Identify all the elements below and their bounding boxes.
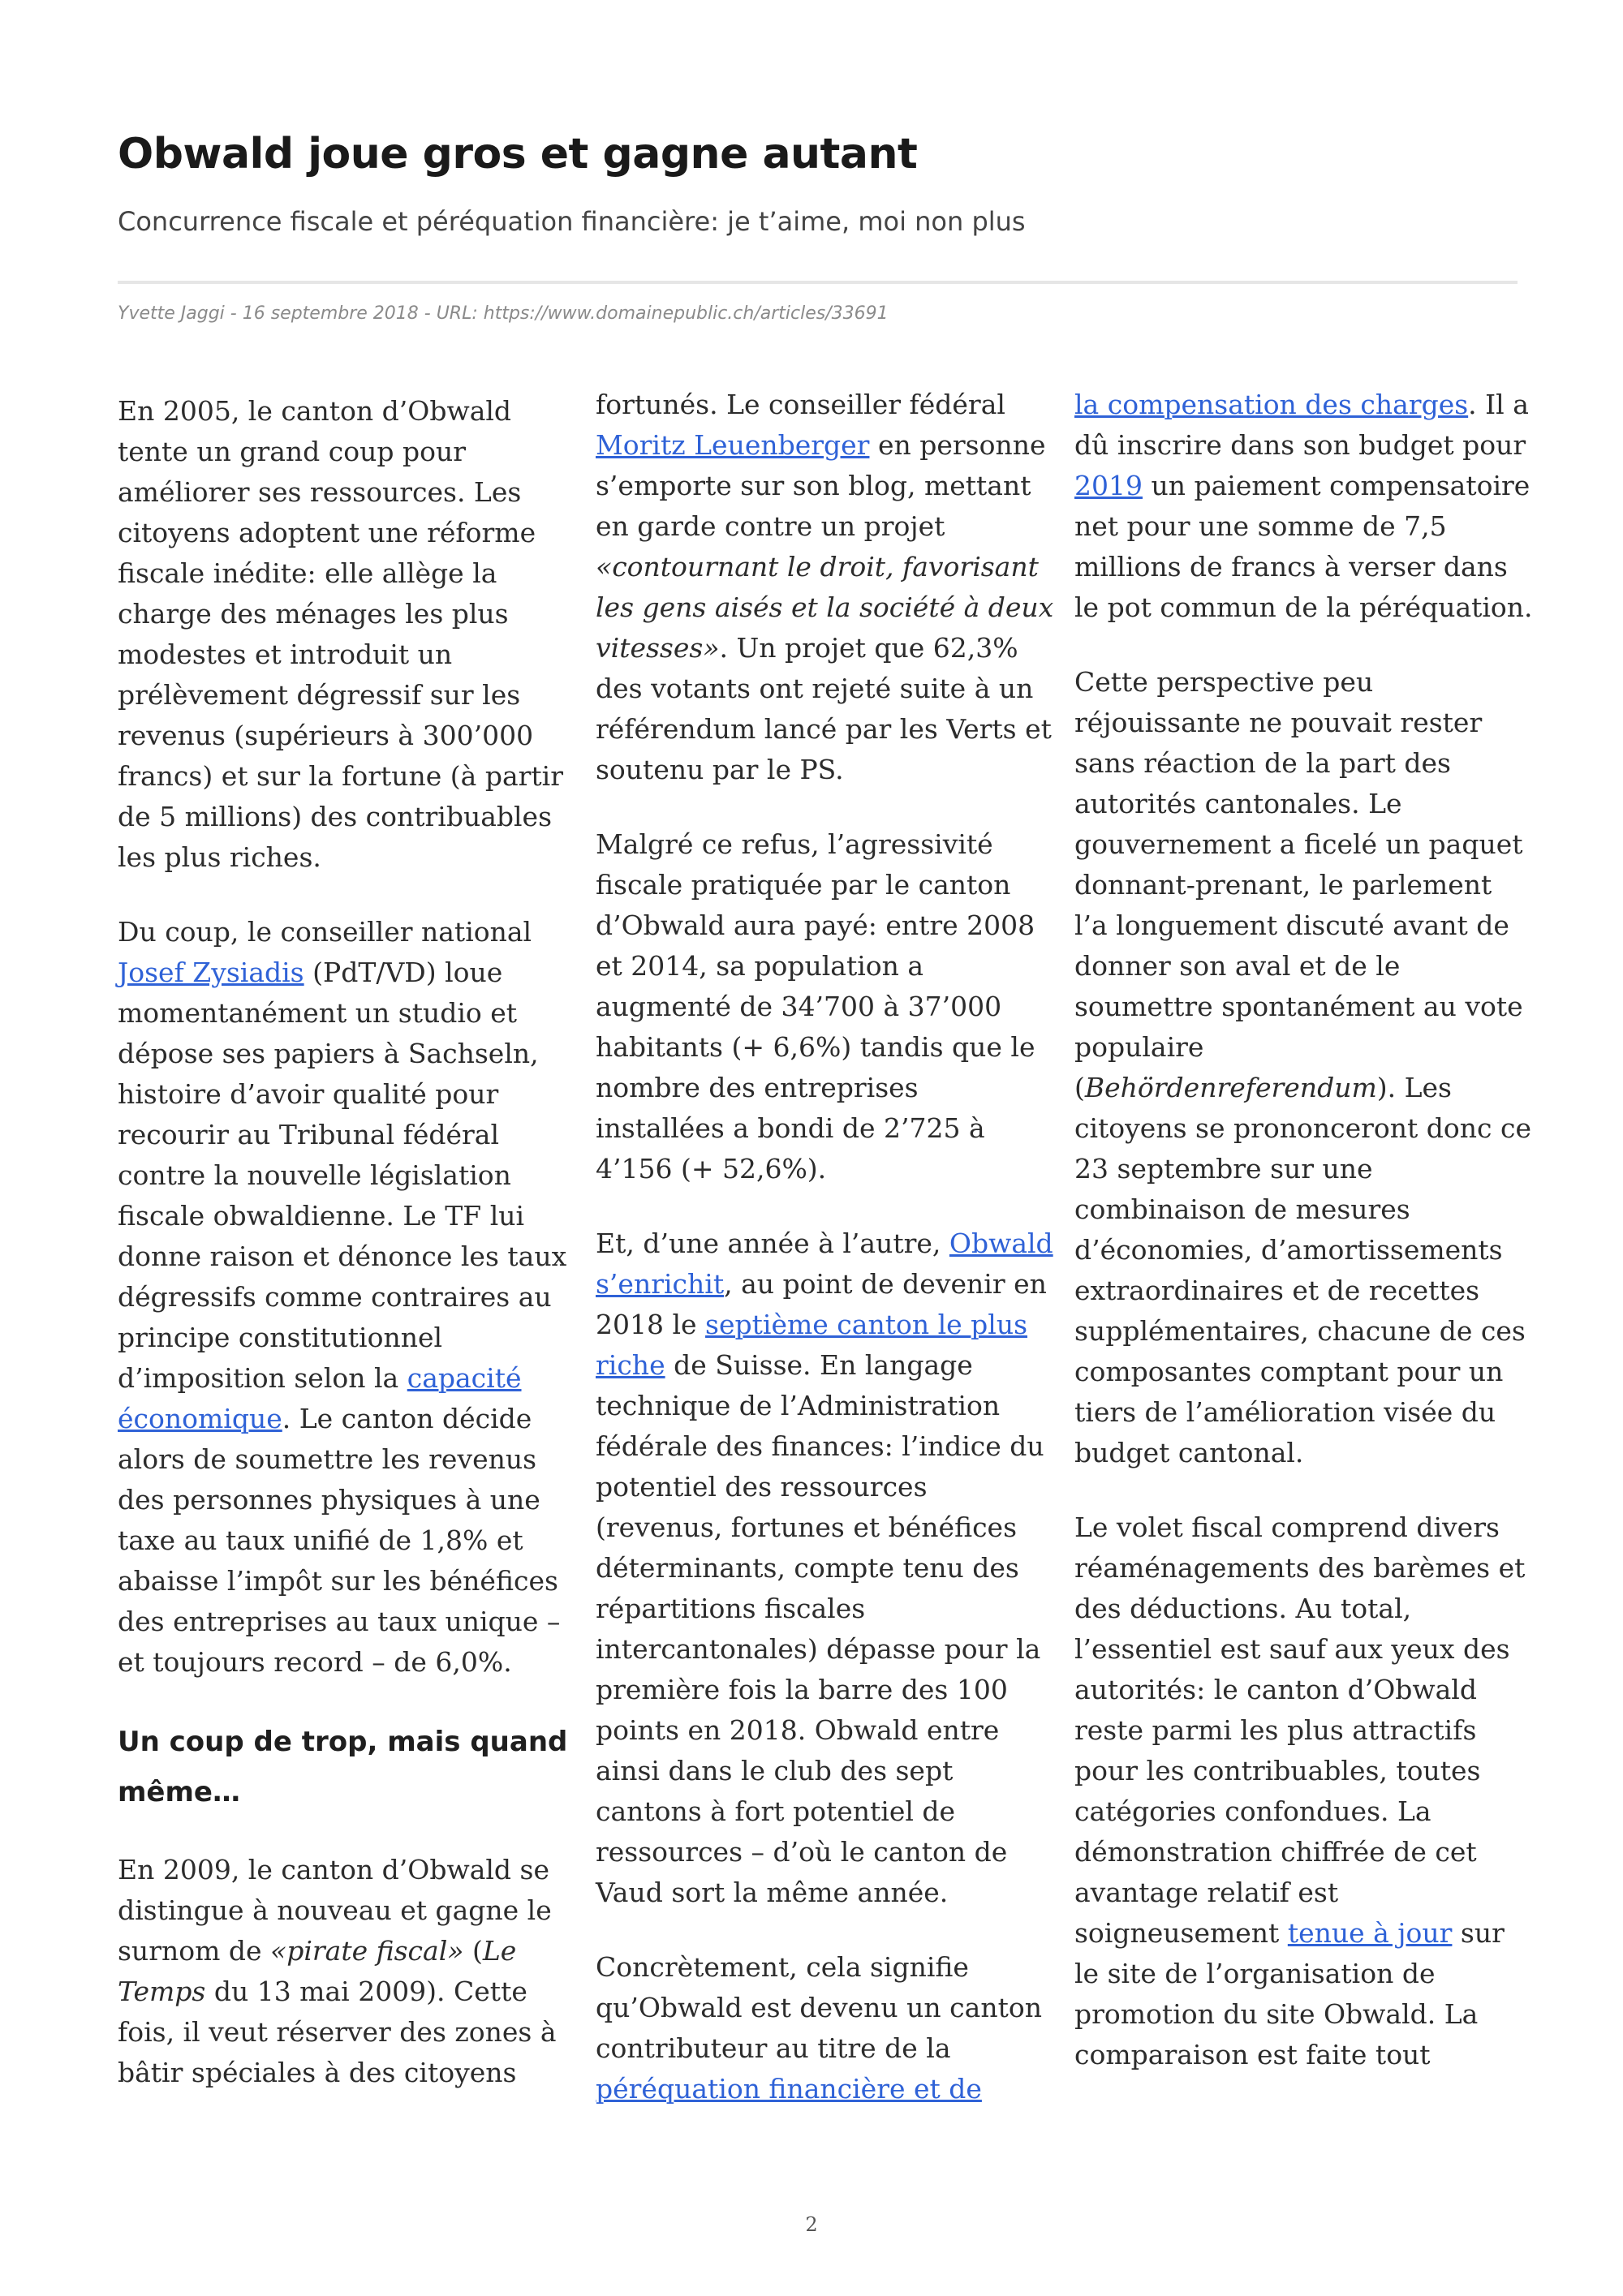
column-1: [118, 391, 576, 2127]
text: . Un projet que 62,3% des votants ont rejeté suite à un référendum lancé par les Verts et soutenu par le PS.: [596, 632, 1052, 785]
column-3: [1074, 385, 1533, 2109]
link-perequation-financiere[interactable]: péréquation financière et de: [596, 2073, 982, 2105]
link-compensation-charges[interactable]: la compensation des charges: [1074, 389, 1469, 420]
text: Le volet fiscal comprend divers réaménagements des barèmes et des déductions. Au total, l’essentiel est sauf aux yeux des autorités: le canton d’Obwald reste parmi les plus attractifs pour les contribuables, toutes catégories confondues. La démonstration chiffrée de cet avantage relatif est soigneusement: [1074, 1511, 1526, 1949]
quote: «contournant le droit, favorisant les gens aisés et la société à deux vitesses»: [596, 551, 1054, 664]
link-josef-zysiadis[interactable]: Josef Zysiadis: [118, 957, 304, 988]
link-moritz-leuenberger[interactable]: Moritz Leuenberger: [596, 429, 870, 461]
text: , au point de devenir en 2018 le: [596, 1268, 1047, 1340]
paragraph: [1074, 662, 1533, 1473]
article-meta: Yvette Jaggi - 16 septembre 2018 - URL: https://www.domainepublic.ch/articles/33691: [118, 303, 889, 324]
link-septieme-canton[interactable]: septième canton le plus riche: [596, 1309, 1028, 1381]
text: ). Les citoyens se prononceront donc ce 23 septembre sur une combinaison de mesures d’économies, d’amortissements extraordinaires et de recettes supplémentaires, chacune de ces composantes comptant pour un tiers de l’amélioration visée du budget cantonal.: [1074, 1072, 1531, 1468]
paragraph: [118, 1850, 576, 2093]
paragraph: Malgré ce refus, l’agressivité fiscale pratiquée par le canton d’Obwald aura payé: entre 2008 et 2014, sa population a augmenté de 34’700 à 37’000 habitants (+ 6,6%) tandis que le nombre des entreprises installées a bondi de 2’725 à 4’156 (+ 52,6%).: [596, 828, 1035, 1185]
paragraph: En 2005, le canton d’Obwald tente un grand coup pour améliorer ses ressources. Les citoyens adoptent une réforme fiscale inédite: elle allège la charge des ménages les plus modestes et introduit un prélèvement dégressif sur les revenus (supérieurs à 300’000 francs) et sur la fortune (à partir de 5 millions) des contribuables les plus riches.: [118, 395, 563, 873]
text: . Le canton décide alors de soumettre les revenus des personnes physiques à une taxe au taux unifié de 1,8% et abaisse l’impôt sur les bénéfices des entreprises au taux unique – et toujours record – de 6,0%.: [118, 1403, 561, 1678]
text: Cette perspective peu réjouissante ne pouvait rester sans réaction de la part des autorités cantonales. Le gouvernement a ficelé un paquet donnant-prenant, le parlement l’a longuement discuté avant de donner son aval et de le soumettre spontanément au vote populaire (: [1074, 666, 1523, 1103]
text: . Il a dû inscrire dans son budget pour: [1074, 389, 1529, 461]
page-number: 2: [805, 2213, 818, 2236]
article-subtitle: Concurrence fiscale et péréquation financière: je t’aime, moi non plus: [118, 206, 1026, 237]
text: Du coup, le conseiller national: [118, 916, 532, 948]
text: Et, d’une année à l’autre,: [596, 1228, 949, 1259]
link-capacite-economique[interactable]: capacité économique: [118, 1362, 522, 1434]
text: Concrètement, cela signifie qu’Obwald est devenu un canton contributeur au titre de la: [596, 1951, 1042, 2064]
paragraph: [596, 1947, 1054, 2109]
paragraph: [1074, 385, 1533, 628]
paragraph: [1074, 1507, 1533, 2075]
section-heading: Un coup de trop, mais quand même…: [118, 1726, 568, 1808]
link-obwald-senrichit[interactable]: Obwald s’enrichit: [596, 1228, 1053, 1300]
text: en personne s’emporte sur son blog, mettant en garde contre un projet: [596, 429, 1046, 542]
paragraph: [118, 912, 576, 1683]
text: du 13 mai 2009). Cette fois, il veut réserver des zones à bâtir spéciales à des citoyens: [118, 1976, 557, 2088]
paragraph: [596, 385, 1054, 790]
link-2019[interactable]: 2019: [1074, 470, 1143, 501]
text: un paiement compensatoire net pour une somme de 7,5 millions de francs à verser dans le pot commun de la péréquation.: [1074, 470, 1533, 623]
text: fortunés. Le conseiller fédéral: [596, 389, 1005, 420]
header-divider: [118, 281, 1518, 284]
term-behoerdenreferendum: Behördenreferendum: [1084, 1072, 1377, 1103]
paragraph: [596, 1223, 1054, 1913]
text: de Suisse. En langage technique de l’Administration fédérale des finances: l’indice du potentiel des ressources (revenus, fortunes et bénéfices déterminants, compte tenu des répartitions fiscales intercantonales) dépasse pour la première fois la barre des 100 points en 2018. Obwald entre ainsi dans le club des sept cantons à fort potentiel de ressources – d’où le canton de Vaud sort la même année.: [596, 1349, 1044, 1908]
text: En 2009, le canton d’Obwald se distingue à nouveau et gagne le surnom de: [118, 1854, 552, 1967]
quote-pirate-fiscal: «pirate fiscal»: [270, 1935, 464, 1967]
text: (PdT/VD) loue momentanément un studio et dépose ses papiers à Sachseln, histoire d’avoir qualité pour recourir au Tribunal fédéral contre la nouvelle législation fiscale obwaldienne. Le TF lui donne raison et dénonce les taux dégressifs comme contraires au principe constitutionnel d’imposition selon la: [118, 957, 567, 1394]
source-le-temps: Le Temps: [118, 1935, 517, 2007]
column-2: [596, 385, 1054, 2143]
text: sur le site de l’organisation de promotion du site Obwald. La comparaison est faite tout: [1074, 1917, 1505, 2070]
text: (: [463, 1935, 483, 1967]
link-tenue-a-jour[interactable]: tenue à jour: [1287, 1917, 1453, 1949]
article-title: Obwald joue gros et gagne autant: [118, 130, 918, 178]
